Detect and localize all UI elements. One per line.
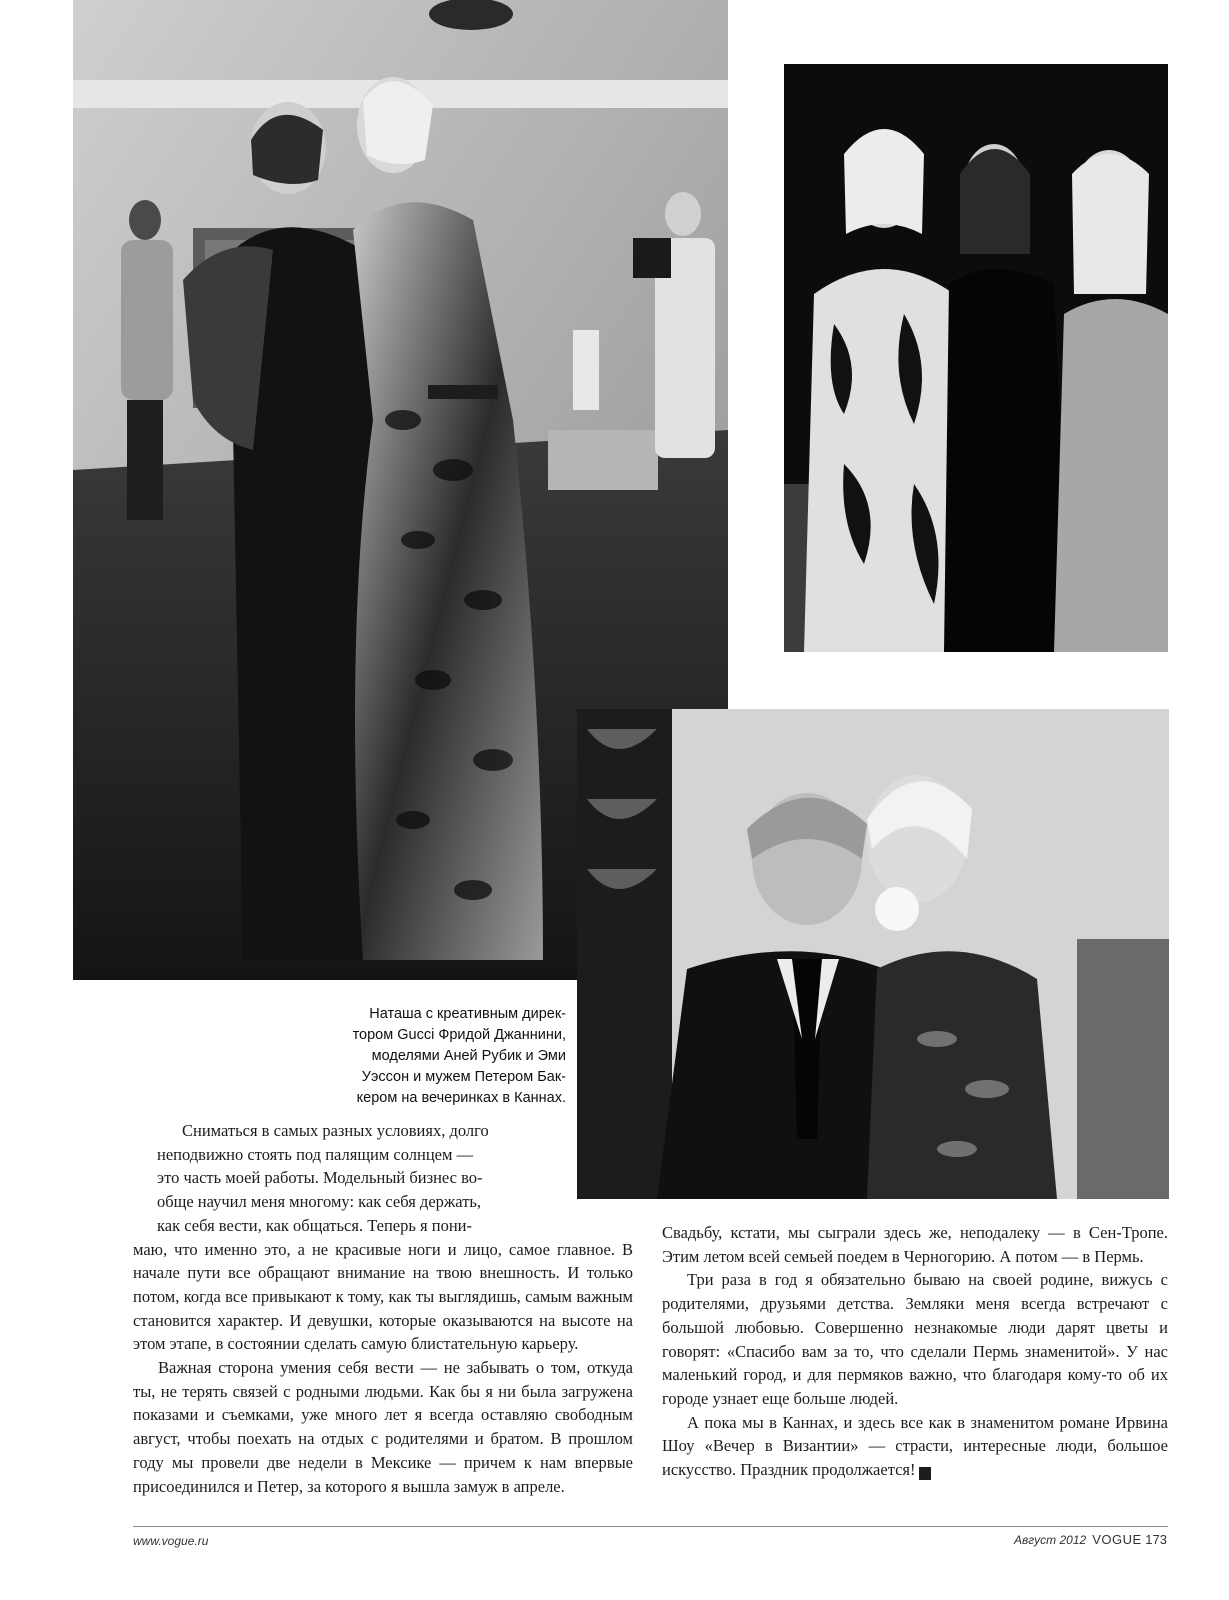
magazine-name: VOGUE: [1092, 1532, 1142, 1547]
paragraph-3: Свадьбу, кстати, мы сыграли здесь же, неподалеку — в Сен-Тропе. Этим летом всей семьей поедем в Черногорию. А потом — в Пермь.: [662, 1223, 1168, 1266]
photo-couple: [577, 709, 1169, 1199]
text-line: обще научил меня многому: как себя держать,: [157, 1192, 482, 1212]
paragraph-1-rest: маю, что именно это, а не красивые ноги и лицо, самое главное. В начале пути все обращают внимание на твою внешность. И только потом, когда все привыкают к тому, как ты выглядишь, самым важным становится характер. И девушки, которые оказываются на высоте на этом этапе, в состоянии сделать самую блистательную карьеру.: [133, 1239, 633, 1354]
article-column-right: [662, 1221, 1168, 1482]
couple-image: [577, 709, 1169, 1199]
article-column-left: [133, 1119, 633, 1498]
caption-line: тором Gucci Фридой Джаннини,: [352, 1027, 566, 1043]
paragraph-1-lines: [157, 1119, 583, 1238]
footer-divider: [133, 1526, 1168, 1527]
text-line: это часть моей работы. Модельный бизнес во-: [157, 1168, 483, 1188]
paragraph-5-text: А пока мы в Каннах, и здесь все как в знаменитом романе Ирвина Шоу «Вечер в Византии» — страсти, интересные люди, большое искусство. Праздник продолжается!: [662, 1412, 1168, 1480]
end-of-article-mark: V: [919, 1467, 931, 1480]
issue-date: Август 2012: [1013, 1533, 1087, 1547]
paragraph-5: [662, 1411, 1168, 1482]
paragraph-4: Три раза в год я обязательно бываю на своей родине, вижусь с родителями, друзьями детства. Земляки меня всегда встречают с большой любовью. Совершенно незнакомые люди дарят цветы и говорят: «Спасибо вам за то, что сделали Пермь знаменитой». У нас маленький город, и для пермяков важно, что благодаря кому-то об их городе узнает еще больше людей.: [662, 1270, 1168, 1408]
photo-caption: [300, 1004, 566, 1109]
footer-website[interactable]: www.vogue.ru: [133, 1534, 209, 1548]
text-line: неподвижно стоять под палящим солнцем —: [157, 1144, 474, 1164]
footer-issue-info: [1014, 1532, 1167, 1547]
caption-line: кером на вечеринках в Каннах.: [356, 1090, 566, 1106]
caption-line: моделями Аней Рубик и Эми: [371, 1048, 566, 1064]
text-line: как себя вести, как общаться. Теперь я пони-: [157, 1215, 472, 1235]
caption-line: Наташа с креативным дирек-: [369, 1006, 566, 1022]
text-line: Сниматься в самых разных условиях, долго: [182, 1121, 489, 1140]
three-women-image: [784, 64, 1168, 652]
photo-three-women: [784, 64, 1168, 652]
paragraph-2: Важная сторона умения себя вести — не забывать о том, откуда ты, не терять связей с родными людьми. Как бы я ни была загружена показами и съемками, уже много лет я всегда оставляю свободным август, чтобы поехать на отдых с родителями и братом. В прошлом году мы провели две недели в Мексике — причем к нам впервые присоединился и Петер, за которого я вышла замуж в апреле.: [133, 1358, 633, 1496]
page-number: 173: [1145, 1532, 1167, 1547]
caption-line: Уэссон и мужем Петером Бак-: [361, 1069, 566, 1085]
